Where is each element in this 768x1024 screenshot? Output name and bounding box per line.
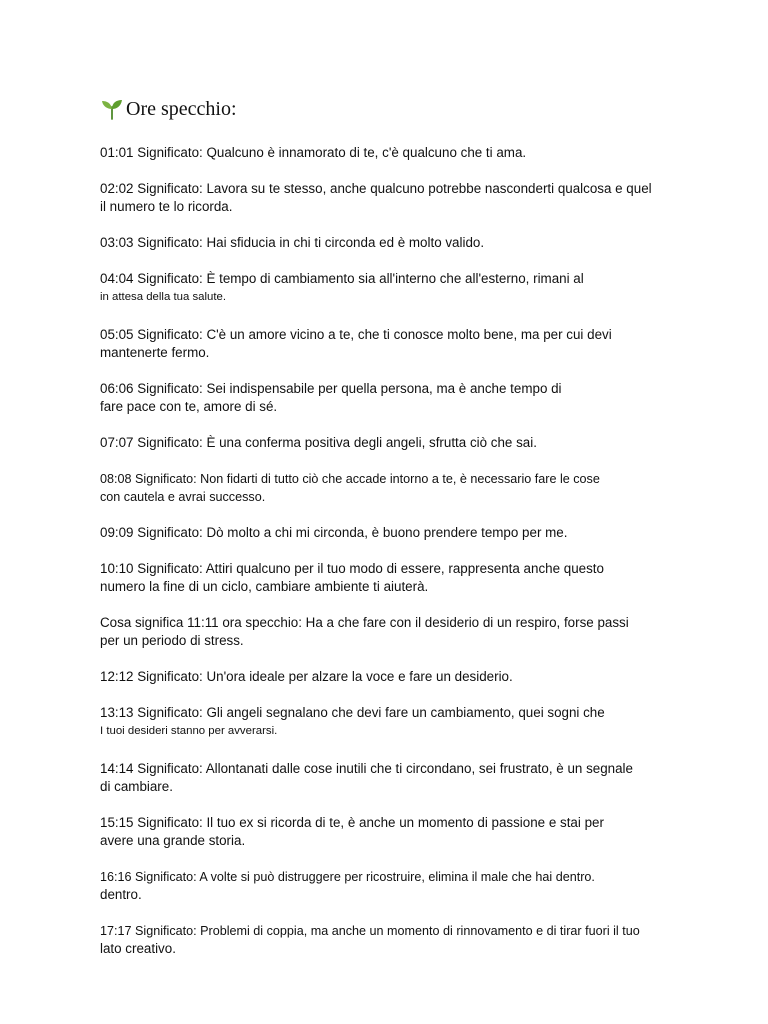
entry-0707: 07:07 Significato: È una conferma positiva degli angeli, sfrutta ciò che sai. (100, 435, 537, 450)
entry-1010: 10:10 Significato: Attiri qualcuno per il tuo modo di essere, rappresenta anche questo numero la fine di un ciclo, cambiare ambiente ti aiuterà. (100, 561, 604, 594)
title-text: Ore specchio: (126, 98, 237, 120)
entry-0101: 01:01 Significato: Qualcuno è innamorato di te, c'è qualcuno che ti ama. (100, 145, 527, 160)
entry-1414: 14:14 Significato: Allontanati dalle cose inutili che ti circondano, sei frustrato, è un segnale di cambiare. (100, 761, 633, 794)
document-page (100, 96, 690, 958)
entry-1111: Cosa significa 11:11 ora specchio: Ha a che fare con il desiderio di un respiro, forse passi per un periodo di stress. (100, 615, 629, 648)
entry-1717: 17:17 Significato: Problemi di coppia, ma anche un momento di rinnovamento e di tirar fuori il tuo lato creativo. (100, 924, 640, 956)
entry-1616: 16:16 Significato: A volte si può distruggere per ricostruire, elimina il male che hai dentro. dentro. (100, 870, 595, 902)
page-title (100, 96, 690, 122)
entry-0808: 08:08 Significato: Non fidarti di tutto ciò che accade intorno a te, è necessario fare le cose con cautela e avrai successo. (100, 472, 600, 504)
entry-0909: 09:09 Significato: Dò molto a chi mi circonda, è buono prendere tempo per me. (100, 525, 568, 540)
seedling-icon (100, 97, 124, 121)
entry-1313: 13:13 Significato: Gli angeli segnalano che devi fare un cambiamento, quei sogni che I tuoi desideri stanno per avverarsi. (100, 705, 605, 737)
entry-0404: 04:04 Significato: È tempo di cambiamento sia all'interno che all'esterno, rimani al in attesa della tua salute. (100, 271, 584, 303)
entry-0505: 05:05 Significato: C'è un amore vicino a te, che ti conosce molto bene, ma per cui devi mantenerte fermo. (100, 327, 612, 360)
entry-0606: 06:06 Significato: Sei indispensabile per quella persona, ma è anche tempo di fare pace con te, amore di sé. (100, 381, 562, 414)
entry-1212: 12:12 Significato: Un'ora ideale per alzare la voce e fare un desiderio. (100, 669, 513, 684)
entry-0303: 03:03 Significato: Hai sfiducia in chi ti circonda ed è molto valido. (100, 235, 485, 250)
entry-1515: 15:15 Significato: Il tuo ex si ricorda di te, è anche un momento di passione e stai per avere una grande storia. (100, 815, 604, 848)
entry-0202: 02:02 Significato: Lavora su te stesso, anche qualcuno potrebbe nasconderti qualcosa e quel il numero te lo ricorda. (100, 181, 652, 214)
